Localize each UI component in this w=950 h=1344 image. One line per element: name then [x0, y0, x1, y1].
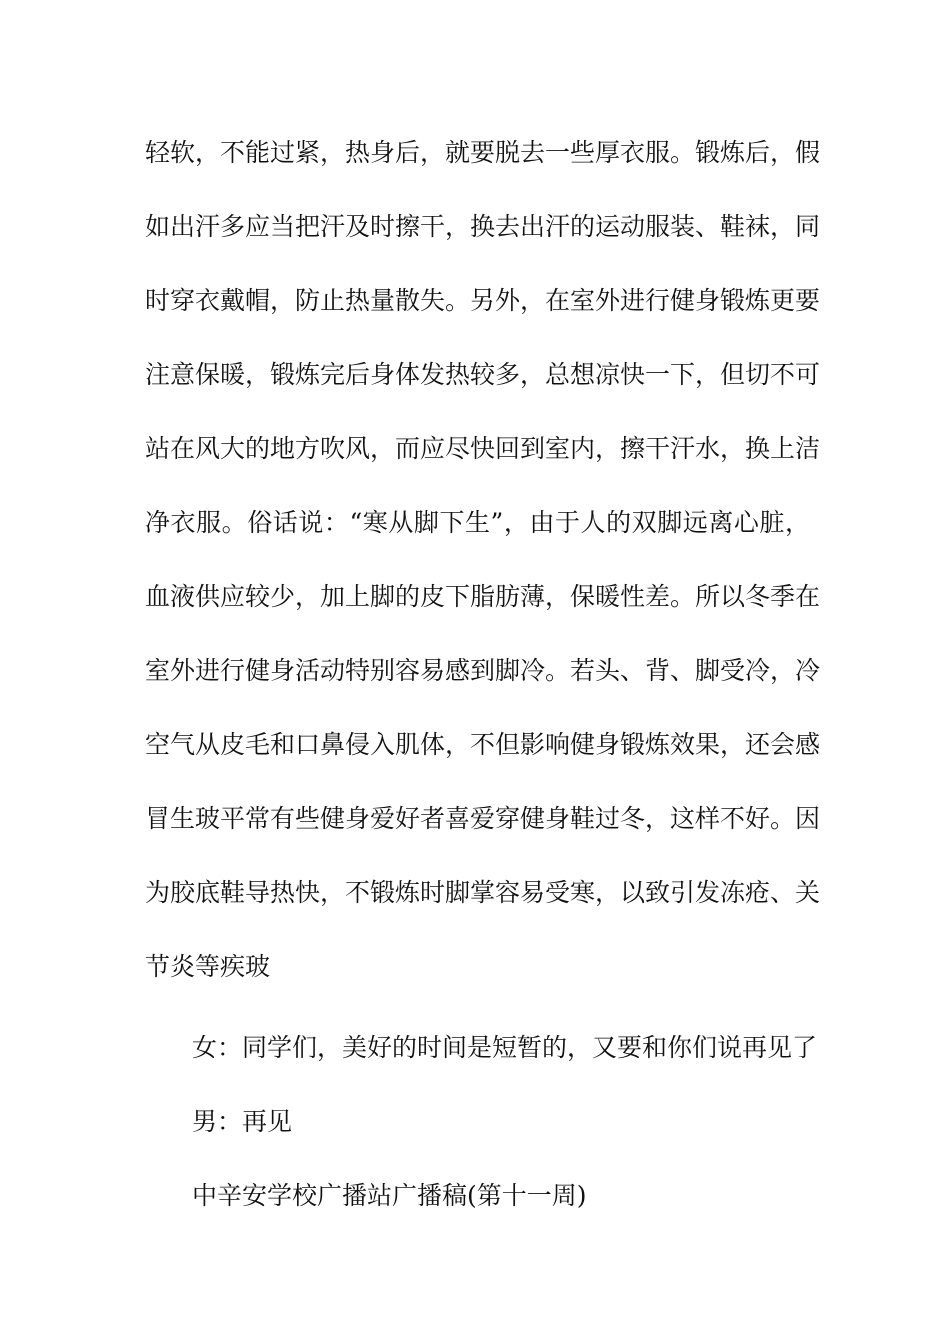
body-line: 净衣服。俗话说：“寒从脚下生”，由于人的双脚远离心脏，: [145, 508, 810, 537]
dialogue-male-line: 男：再见: [192, 1107, 293, 1136]
body-line: 如出汗多应当把汗及时擦干，换去出汗的运动服装、鞋袜，同: [145, 212, 821, 241]
body-line: 节炎等疾玻: [145, 952, 271, 981]
body-line: 室外进行健身活动特别容易感到脚冷。若头、背、脚受冷，冷: [145, 656, 821, 685]
dialogue-female-line: 女：同学们，美好的时间是短暂的，又要和你们说再见了: [192, 1033, 818, 1062]
section-title: 中辛安学校广播站广播稿(第十一周): [192, 1181, 587, 1210]
body-line: 站在风大的地方吹风，而应尽快回到室内，擦干汗水，换上洁: [145, 434, 821, 463]
body-line: 为胶底鞋导热快，不锻炼时脚掌容易受寒，以致引发冻疮、关: [145, 878, 821, 907]
body-line: 空气从皮毛和口鼻侵入肌体，不但影响健身锻炼效果，还会感: [145, 730, 821, 759]
body-line: 冒生玻平常有些健身爱好者喜爱穿健身鞋过冬，这样不好。因: [145, 804, 821, 833]
body-line: 时穿衣戴帽，防止热量散失。另外，在室外进行健身锻炼更要: [145, 286, 821, 315]
body-line: 血液供应较少，加上脚的皮下脂肪薄，保暖性差。所以冬季在: [145, 582, 821, 611]
body-line: 轻软，不能过紧，热身后，就要脱去一些厚衣服。锻炼后，假: [145, 138, 821, 167]
body-line: 注意保暖，锻炼完后身体发热较多，总想凉快一下，但切不可: [145, 360, 821, 389]
